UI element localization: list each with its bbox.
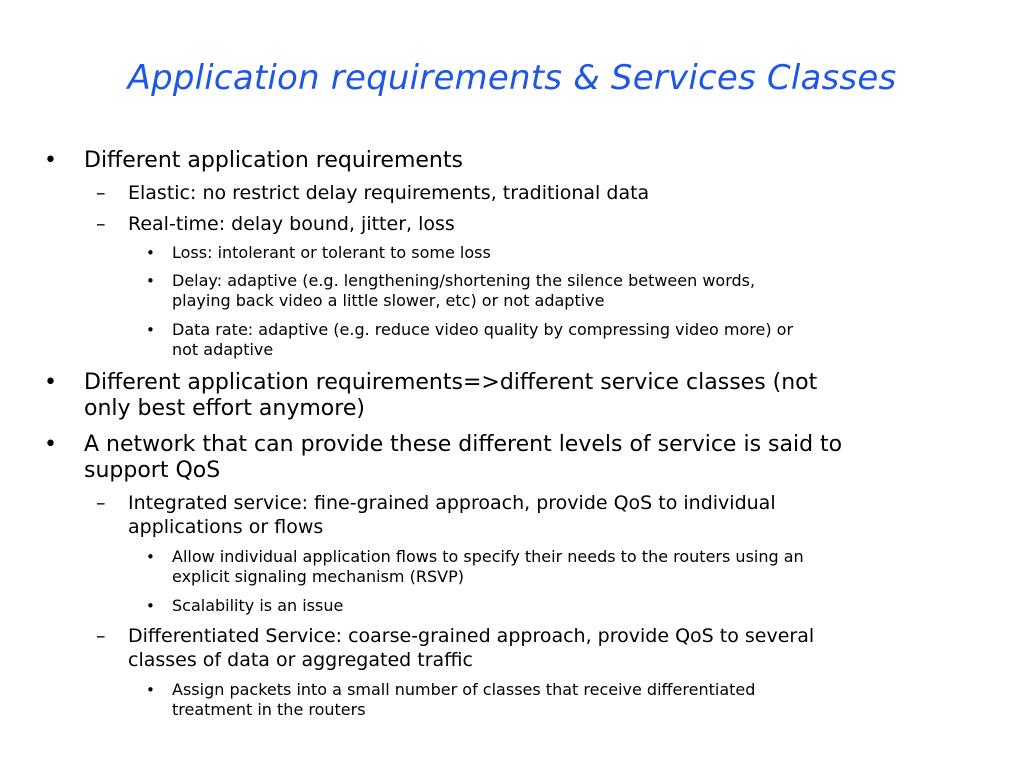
sub-sub-bullet-text-cont: explicit signaling mechanism (RSVP) [172,567,464,586]
bullet-marker: • [146,321,155,339]
sub-sub-bullet-text-cont: playing back video a little slower, etc) or not adaptive [172,291,605,310]
bullet-marker: • [44,370,57,395]
sub-sub-bullet-text: Assign packets into a small number of classes that receive differentiated [172,680,756,699]
dash-marker: – [96,182,106,204]
dash-marker: – [96,213,106,235]
bullet-marker: • [146,272,155,290]
bullet-marker: • [146,244,155,262]
bullet-text: Different application requirements [84,148,463,173]
bullet-marker: • [44,148,57,173]
sub-sub-bullet-text: Allow individual application flows to specify their needs to the routers using an [172,547,804,566]
dash-marker: – [96,492,106,514]
sub-sub-bullet-text-cont: treatment in the routers [172,700,366,719]
sub-sub-bullet-text: Delay: adaptive (e.g. lengthening/shortening the silence between words, [172,271,756,290]
sub-bullet-text-cont: applications or flows [128,516,324,538]
sub-sub-bullet-text: Loss: intolerant or tolerant to some loss [172,243,491,262]
slide-title: Application requirements & Services Classes [127,58,897,98]
sub-sub-bullet-text: Scalability is an issue [172,596,344,615]
bullet-marker: • [146,548,155,566]
dash-marker: – [96,625,106,647]
bullet-text: A network that can provide these different levels of service is said to [84,432,843,457]
sub-bullet-text: Real-time: delay bound, jitter, loss [128,213,455,235]
sub-sub-bullet-text-cont: not adaptive [172,340,274,359]
sub-bullet-text: Elastic: no restrict delay requirements, traditional data [128,182,650,204]
bullet-text-cont: support QoS [84,458,221,483]
bullet-marker: • [44,432,57,457]
sub-bullet-text: Integrated service: fine-grained approach, provide QoS to individual [128,492,776,514]
sub-bullet-text: Differentiated Service: coarse-grained approach, provide QoS to several [128,625,815,647]
bullet-marker: • [146,681,155,699]
bullet-text-cont: only best effort anymore) [84,396,365,421]
sub-bullet-text-cont: classes of data or aggregated traffic [128,649,473,671]
sub-sub-bullet-text: Data rate: adaptive (e.g. reduce video quality by compressing video more) or [172,320,794,339]
bullet-marker: • [146,597,155,615]
bullet-text: Different application requirements=>different service classes (not [84,370,818,395]
